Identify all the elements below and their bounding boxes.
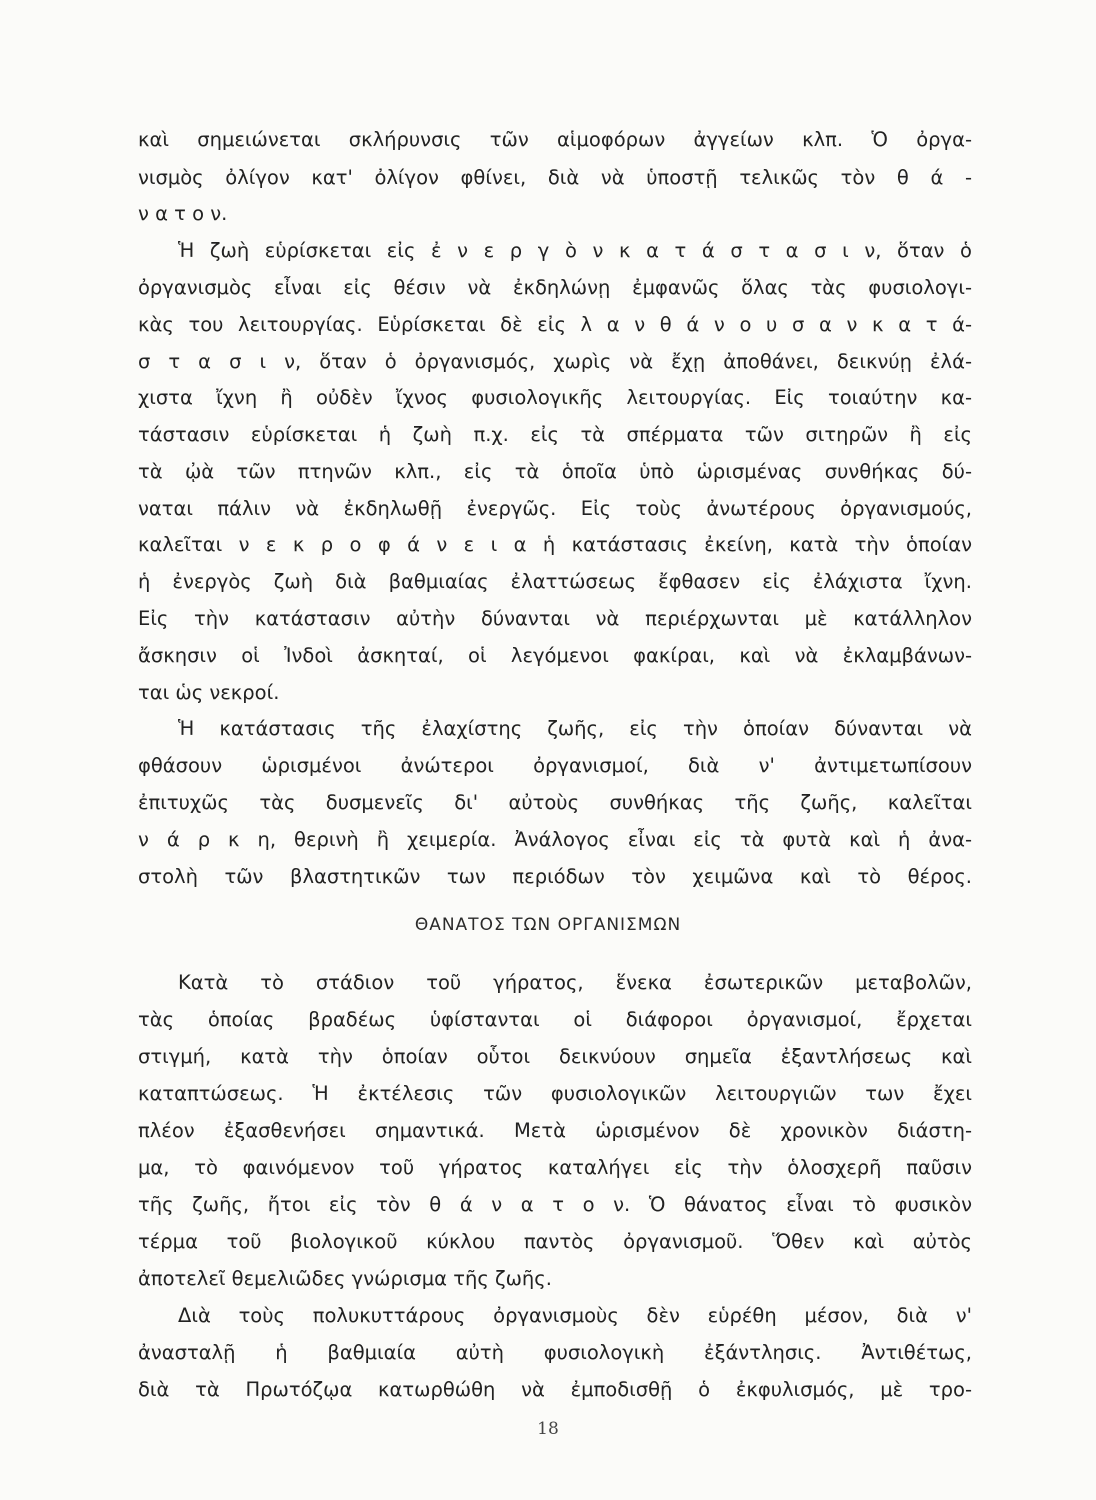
text-line: ἀποτελεῖ θεμελιῶδες γνώρισμα τῆς ζωῆς.: [138, 1267, 552, 1290]
text-line: Διὰ τοὺς πολυκυττάρους ὀργανισμοὺς δὲν εὑρέθη μέσον, διὰ ν': [178, 1304, 972, 1327]
text-line: στιγμή, κατὰ τὴν ὁποίαν οὗτοι δεικνύουν σημεῖα ἐξαντλήσεως καὶ: [138, 1045, 972, 1068]
text-line: τὰς ὁποίας βραδέως ὑφίστανται οἱ διάφοροι ὀργανισμοί, ἔρχεται: [138, 1008, 972, 1031]
text-line: ἐπιτυχῶς τὰς δυσμενεῖς δι' αὐτοὺς συνθήκας τῆς ζωῆς, καλεῖται: [138, 791, 972, 814]
text-line: πλέον ἐξασθενήσει σημαντικά. Μετὰ ὡρισμένον δὲ χρονικὸν διάστη-: [138, 1119, 972, 1142]
page-number: 18: [537, 1419, 559, 1439]
text-line: Ἡ κατάστασις τῆς ἐλαχίστης ζωῆς, εἰς τὴν ὁποίαν δύνανται νὰ: [178, 717, 972, 740]
section-heading: ΘΑΝΑΤΟΣ ΤΩΝ ΟΡΓΑΝΙΣΜΩΝ: [414, 915, 682, 935]
text-line: καταπτώσεως. Ἡ ἐκτέλεσις τῶν φυσιολογικῶν λειτουργιῶν των ἔχει: [138, 1082, 972, 1105]
text-line: Κατὰ τὸ στάδιον τοῦ γήρατος, ἕνεκα ἐσωτερικῶν μεταβολῶν,: [178, 971, 972, 994]
text-line: χιστα ἴχνη ἢ οὐδὲν ἴχνος φυσιολογικῆς λειτουργίας. Εἰς τοιαύτην κα-: [138, 386, 972, 409]
text-line: τάστασιν εὑρίσκεται ἡ ζωὴ π.χ. εἰς τὰ σπέρματα τῶν σιτηρῶν ἢ εἰς: [138, 423, 972, 446]
text-line: τέρμα τοῦ βιολογικοῦ κύκλου παντὸς ὀργανισμοῦ. Ὅθεν καὶ αὐτὸς: [138, 1230, 972, 1253]
text-line: ναται πάλιν νὰ ἐκδηλωθῇ ἐνεργῶς. Εἰς τοὺς ἀνωτέρους ὀργανισμούς,: [138, 497, 972, 520]
text-line: Ἡ ζωὴ εὑρίσκεται εἰς ἐ ν ε ρ γ ὸ ν κ α τ ά σ τ α σ ι ν, ὅταν ὁ: [178, 239, 972, 262]
text-line: ν α τ ο ν.: [138, 202, 228, 225]
text-line: φθάσουν ὡρισμένοι ἀνώτεροι ὀργανισμοί, διὰ ν' ἀντιμετωπίσουν: [138, 754, 972, 777]
text-line: στολὴ τῶν βλαστητικῶν των περιόδων τὸν χειμῶνα καὶ τὸ θέρος.: [138, 865, 972, 888]
text-line: κὰς του λειτουργίας. Εὑρίσκεται δὲ εἰς λ α ν θ ά ν ο υ σ α ν κ α τ ά-: [138, 313, 972, 336]
text-line: σ τ α σ ι ν, ὅταν ὁ ὀργανισμός, χωρὶς νὰ ἔχῃ ἀποθάνει, δεικνύῃ ἐλά-: [138, 350, 972, 373]
text-line: τῆς ζωῆς, ἤτοι εἰς τὸν θ ά ν α τ ο ν. Ὁ θάνατος εἶναι τὸ φυσικὸν: [138, 1193, 972, 1216]
text-line: ται ὡς νεκροί.: [138, 681, 280, 704]
text-line: ν ά ρ κ η, θερινὴ ἢ χειμερία. Ἀνάλογος εἶναι εἰς τὰ φυτὰ καὶ ἡ ἀνα-: [138, 828, 972, 851]
text-line: τὰ ᾠὰ τῶν πτηνῶν κλπ., εἰς τὰ ὁποῖα ὑπὸ ὡρισμένας συνθήκας δύ-: [138, 460, 972, 483]
text-line: ἀνασταλῇ ἡ βαθμιαία αὐτὴ φυσιολογικὴ ἐξάντλησις. Ἀντιθέτως,: [138, 1341, 972, 1364]
text-line: ἄσκησιν οἱ Ἰνδοὶ ἀσκηταί, οἱ λεγόμενοι φακίραι, καὶ νὰ ἐκλαμβάνων-: [138, 644, 972, 667]
text-line: ἡ ἐνεργὸς ζωὴ διὰ βαθμιαίας ἐλαττώσεως ἔφθασεν εἰς ἐλάχιστα ἴχνη.: [138, 570, 972, 593]
text-line: Εἰς τὴν κατάστασιν αὐτὴν δύνανται νὰ περιέρχωνται μὲ κατάλληλον: [138, 607, 972, 630]
text-line: νισμὸς ὀλίγον κατ' ὀλίγον φθίνει, διὰ νὰ ὑποστῇ τελικῶς τὸν θ ά -: [138, 166, 972, 189]
text-line: καὶ σημειώνεται σκλήρυνσις τῶν αἱμοφόρων ἀγγείων κλπ. Ὁ ὀργα-: [138, 128, 972, 151]
text-line: διὰ τὰ Πρωτόζῳα κατωρθώθη νὰ ἐμποδισθῇ ὁ ἐκφυλισμός, μὲ τρο-: [138, 1378, 972, 1401]
text-line: μα, τὸ φαινόμενον τοῦ γήρατος καταλήγει εἰς τὴν ὁλοσχερῆ παῦσιν: [138, 1156, 972, 1179]
text-line: ὀργανισμὸς εἶναι εἰς θέσιν νὰ ἐκδηλώνῃ ἐμφανῶς ὅλας τὰς φυσιολογι-: [138, 276, 972, 299]
text-line: καλεῖται ν ε κ ρ ο φ ά ν ε ι α ἡ κατάστασις ἐκείνη, κατὰ τὴν ὁποίαν: [138, 533, 972, 556]
